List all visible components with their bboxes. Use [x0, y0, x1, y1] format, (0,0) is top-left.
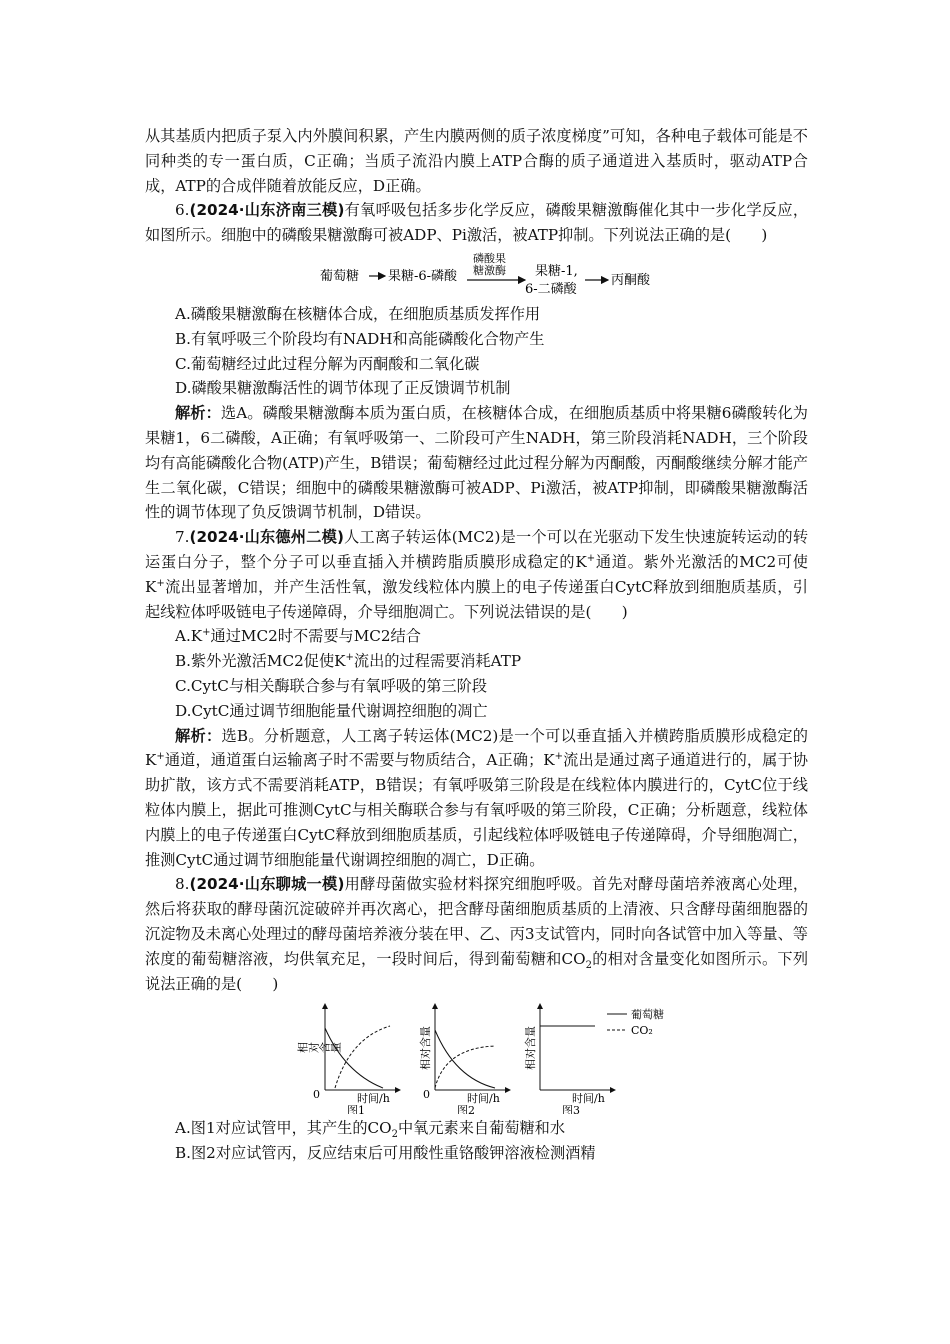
figure-3-xlabel: 时间/h	[572, 1092, 605, 1106]
explanation-label: 解析：	[175, 404, 221, 423]
figure-1-origin: 0	[313, 1088, 320, 1102]
question-6-text: 有氧呼吸包括多步化学反应，磷酸果糖激酶催化其中一步化学反应，如图所示。细胞中的磷酸果糖激酶可被ADP、Pi激活，被ATP抑制。下列说法正确的是( )	[145, 201, 808, 245]
question-6-source: (2024·山东济南三模)	[189, 201, 345, 220]
enzyme-label-line1: 磷酸果	[473, 251, 506, 265]
pyruvate-label: 丙酮酸	[611, 272, 651, 288]
figure-2-chart	[418, 1004, 510, 1114]
option-a-part2: 中氧元素来自葡萄糖和水	[397, 1119, 566, 1138]
question-7-option-d: D.CytC通过调节细胞能量代谢调控细胞的凋亡	[175, 701, 488, 720]
figure-2-glucose-curve	[435, 1030, 495, 1088]
question-7-explanation-part2: 通道，通道蛋白运输离子时不需要与物质结合，A正确；K	[164, 751, 555, 770]
question-6-stem	[145, 198, 808, 248]
question-7-explanation-part1: 选B。分析题意，人工离子转运体(MC2)是一个可以垂直插入并横跨脂质膜形成稳定的K	[145, 726, 808, 770]
question-7-stem	[145, 525, 808, 624]
question-7-number: 7.	[175, 528, 190, 547]
figure-1-co2-curve	[335, 1026, 390, 1088]
question-7-explanation	[145, 724, 808, 873]
question-8-stem	[145, 872, 808, 996]
question-7-option-a	[145, 624, 808, 649]
document-page	[145, 124, 808, 1166]
question-6-number: 6.	[175, 201, 190, 220]
figure-1-caption: 图1	[347, 1104, 365, 1115]
question-8-option-b: B.图2对应试管丙，反应结束后可用酸性重铬酸钾溶液检测酒精	[175, 1144, 596, 1163]
option-a-part1: A.K	[175, 627, 203, 646]
figure-3-chart	[523, 1004, 615, 1114]
figure-1-xlabel: 时间/h	[357, 1092, 390, 1106]
question-6-explanation-text: 选A。磷酸果糖激酶本质为蛋白质，在核糖体合成，在细胞质基质中将果糖6磷酸转化为果糖1，6二磷酸，A正确；有氧呼吸第一、二阶段可产生NADH，第三阶段消耗NADH，三个阶段均有高能磷酸化合物(ATP)产生，B错误；葡萄糖经过此过程分解为丙酮酸，丙酮酸继续分解才能产生二氧化碳，C错误；细胞中的磷酸果糖激酶可被ADP、Pi激活，被ATP抑制，即磷酸果糖激酶活性的调节体现了负反馈调节机制，D错误。	[145, 404, 808, 522]
question-8-text-part2: 的相对含量变化如图所示。下列说法正确的是( )	[145, 949, 809, 993]
question-6-option-d: D.磷酸果糖激酶活性的调节体现了正反馈调节机制	[175, 379, 511, 398]
superscript-plus: +	[156, 577, 165, 589]
superscript-plus: +	[345, 652, 354, 664]
question-6-option-a: A.磷酸果糖激酶在核糖体合成，在细胞质基质发挥作用	[175, 304, 541, 323]
figure-3-caption: 图3	[562, 1104, 580, 1115]
option-b-part1: B.紫外光激活MC2促使K	[175, 652, 346, 671]
enzyme-label-line2: 糖激酶	[473, 263, 506, 277]
question-7-source: (2024·山东德州二模)	[189, 528, 344, 547]
fructose-6-phosphate-label: 果糖-6-磷酸	[388, 268, 458, 284]
question-8-number: 8.	[175, 875, 190, 894]
superscript-plus: +	[554, 751, 564, 763]
subscript-2: 2	[585, 959, 593, 971]
question-7-option-c: C.CytC与相关酶联合参与有氧呼吸的第三阶段	[175, 676, 488, 695]
question-6-option-b: B.有氧呼吸三个阶段均有NADH和高能磷酸化合物产生	[175, 329, 545, 348]
question-8-source: (2024·山东聊城一模)	[189, 875, 345, 894]
figure-2-ylabel: 相对含量	[419, 1026, 432, 1071]
figure-1-glucose-curve	[325, 1028, 383, 1088]
glycolysis-pathway-diagram	[145, 250, 808, 300]
question-7-option-b	[145, 649, 808, 674]
superscript-plus: +	[586, 552, 596, 564]
option-b-part2: 流出的过程需要消耗ATP	[353, 652, 522, 671]
question-8-option-a	[145, 1116, 808, 1141]
figure-2-origin: 0	[423, 1088, 430, 1102]
question-7-text-part2: 通道。紫外光激活的MC2可使K	[145, 552, 808, 596]
figure-2-xlabel: 时间/h	[467, 1092, 500, 1106]
option-a-part1: A.图1对应试管甲，其产生的CO	[175, 1119, 392, 1138]
figure-3-ylabel: 相对含量	[524, 1026, 537, 1071]
figure-2-co2-curve	[435, 1046, 495, 1088]
fructose-1-6-bisphosphate-line1: 果糖-1,	[535, 263, 578, 279]
question-6-explanation	[145, 401, 808, 525]
legend-co2: CO₂	[631, 1024, 653, 1038]
figure-1-chart	[296, 1004, 400, 1114]
question-6-option-c: C.葡萄糖经过此过程分解为丙酮酸和二氧化碳	[175, 354, 480, 373]
chart-legend	[607, 1007, 664, 1037]
question-8-text-part1: 用酵母菌做实验材料探究细胞呼吸。首先对酵母菌培养液离心处理，然后将获取的酵母菌沉淀破碎并再次离心，把含酵母菌细胞质基质的上清液、只含酵母菌细胞器的沉淀物及未离心处理过的酵母菌培养液分装在甲、乙、丙3支试管内，同时向各试管中加入等量、等浓度的葡萄糖溶液，均供氧充足，一段时间后，得到葡萄糖和CO	[145, 875, 808, 968]
superscript-plus: +	[202, 627, 211, 639]
fructose-1-6-bisphosphate-line2: 6-二磷酸	[525, 281, 577, 297]
question-7-text-part3: 流出显著增加，并产生活性氧，激发线粒体内膜上的电子传递蛋白CytC释放到细胞质基质，引起线粒体呼吸链电子传递障碍，介导细胞凋亡。下列说法错误的是( )	[145, 577, 808, 621]
figure-1-ylabel: 相对含量	[297, 1041, 341, 1055]
previous-explanation-continuation: 从其基质内把质子泵入内外膜间积累，产生内膜两侧的质子浓度梯度”可知，各种电子载体可能是不同种类的专一蛋白质，C正确；当质子流沿内膜上ATP合酶的质子通道进入基质时，驱动ATP合成，ATP的合成伴随着放能反应，D正确。	[145, 127, 808, 195]
explanation-label: 解析：	[175, 726, 222, 745]
subscript-2: 2	[391, 1129, 398, 1141]
superscript-plus: +	[156, 751, 165, 763]
legend-glucose: 葡萄糖	[631, 1008, 664, 1022]
relative-content-charts	[145, 998, 808, 1114]
glucose-label: 葡萄糖	[320, 268, 360, 284]
option-a-part2: 通过MC2时不需要与MC2结合	[210, 627, 421, 646]
question-7-explanation-part3: 流出是通过离子通道进行的，属于协助扩散，该方式不需要消耗ATP，B错误；有氧呼吸第三阶段是在线粒体内膜进行的，CytC位于线粒体内膜上，据此可推测CytC与相关酶联合参与有氧呼吸的第三阶段，C正确；分析题意，线粒体内膜上的电子传递蛋白CytC释放到细胞质基质，引起线粒体呼吸链电子传递障碍，介导细胞凋亡，推测CytC通过调节细胞能量代谢调控细胞的凋亡，D正确。	[145, 751, 808, 869]
question-7-text-part1: 人工离子转运体(MC2)是一个可以在光驱动下发生快速旋转运动的转运蛋白分子，整个分子可以垂直插入并横跨脂质膜形成稳定的K	[145, 528, 809, 571]
figure-2-caption: 图2	[457, 1104, 475, 1115]
